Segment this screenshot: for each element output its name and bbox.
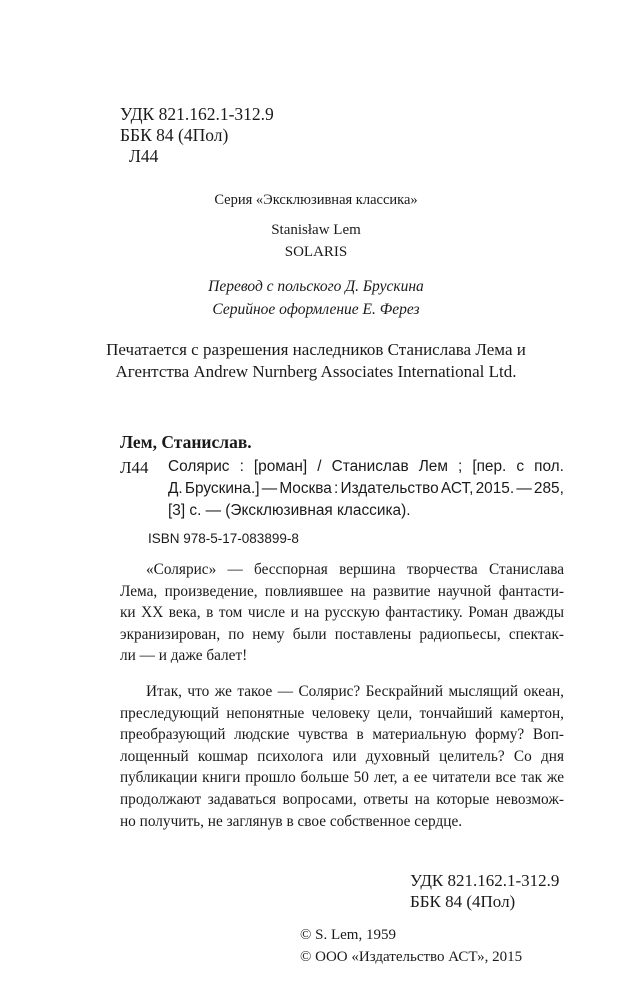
bib-word: Лем (418, 458, 448, 475)
annotation-paragraph-2 (120, 681, 564, 832)
bib-word: Брускина.] (184, 480, 260, 497)
bib-word: пол. (534, 458, 564, 475)
bib-description-line-3: [3] с. — (Эксклюзивная классика). (168, 502, 411, 519)
bib-word: Д. (168, 480, 183, 497)
bib-description-line-2 (168, 481, 564, 496)
copyright-publisher: © ООО «Издательство АСТ», 2015 (300, 949, 523, 965)
annotation-line: но получить, не заглянув в свое собственное сердце. (120, 812, 463, 830)
annotation-line: публикации книги прошло больше 50 лет, а ее читатели все так же (120, 769, 564, 787)
series-line: Серия «Эксклюзивная классика» (214, 192, 418, 208)
design-credit: Серийное оформление Е. Ферез (212, 301, 420, 318)
bib-word: 285, (533, 480, 564, 497)
original-title: SOLARIS (284, 244, 348, 260)
bib-word: 2015. (475, 480, 515, 497)
copyright-author: © S. Lem, 1959 (300, 927, 396, 943)
permission-line-2: Агентства Andrew Nurnberg Associates International Ltd. (115, 362, 517, 381)
annotation-line: преобразующий людские чувства в материальную форму? Воп- (120, 726, 564, 744)
isbn: ISBN 978-5-17-083899-8 (148, 531, 299, 546)
bib-word: : (334, 480, 339, 497)
annotation-line: «Солярис» — бесспорная вершина творчества Станислава (146, 561, 564, 578)
bib-word: Станислав (331, 458, 409, 475)
bib-word: [пер. (472, 458, 507, 475)
annotation-line: экранизирован, по нему были поставлены радиопьесы, спектак- (120, 625, 564, 643)
bib-word: — (516, 480, 532, 497)
bib-word: Солярис (168, 458, 230, 475)
bib-word: АСТ, (440, 480, 474, 497)
bbk-code-top: ББК 84 (4Пол) (120, 125, 229, 145)
permission-line-1: Печатается с разрешения наследников Станислава Лема и (106, 340, 526, 359)
annotation-line: ки XX века, в том числе и на русскую фантастику. Роман дважды (120, 604, 564, 622)
bib-description-line-1 (168, 459, 564, 474)
udk-code-top: УДК 821.162.1-312.9 (120, 104, 274, 124)
bib-word: ; (457, 458, 463, 475)
bib-word: с (516, 458, 525, 475)
bbk-code-bottom: ББК 84 (4Пол) (410, 892, 516, 911)
annotation-line: Лема, произведение, повлиявшее на развитие научной фантасти- (120, 582, 564, 600)
bib-word: Издательство (340, 480, 439, 497)
annotation-line: Итак, что же такое — Солярис? Бескрайний мыслящий океан, (146, 683, 564, 700)
bib-word: — (261, 480, 278, 497)
annotation-line: преследующий непонятные человеку цели, тончайший камертон, (120, 704, 564, 722)
bib-word: [роман] (253, 458, 308, 475)
bib-word: / (317, 458, 322, 475)
bib-word: Москва (279, 480, 332, 497)
annotation-line: продолжают задаваться вопросами, ответы на которые невозмож- (120, 790, 564, 808)
original-author: Stanisław Lem (271, 222, 361, 238)
annotation-paragraph-1 (120, 559, 564, 667)
bib-word: : (239, 458, 244, 475)
bib-author-mark: Л44 (120, 458, 149, 477)
translation-credit: Перевод с польского Д. Брускина (208, 278, 424, 295)
bib-heading: Лем, Станислав. (120, 432, 252, 452)
annotation-line: лощенный кошмар психолога или духовный целитель? Со дня (120, 747, 564, 765)
udk-code-bottom: УДК 821.162.1-312.9 (410, 871, 560, 890)
annotation-line: ли — и даже балет! (120, 647, 248, 665)
author-mark-top: Л44 (129, 146, 159, 166)
